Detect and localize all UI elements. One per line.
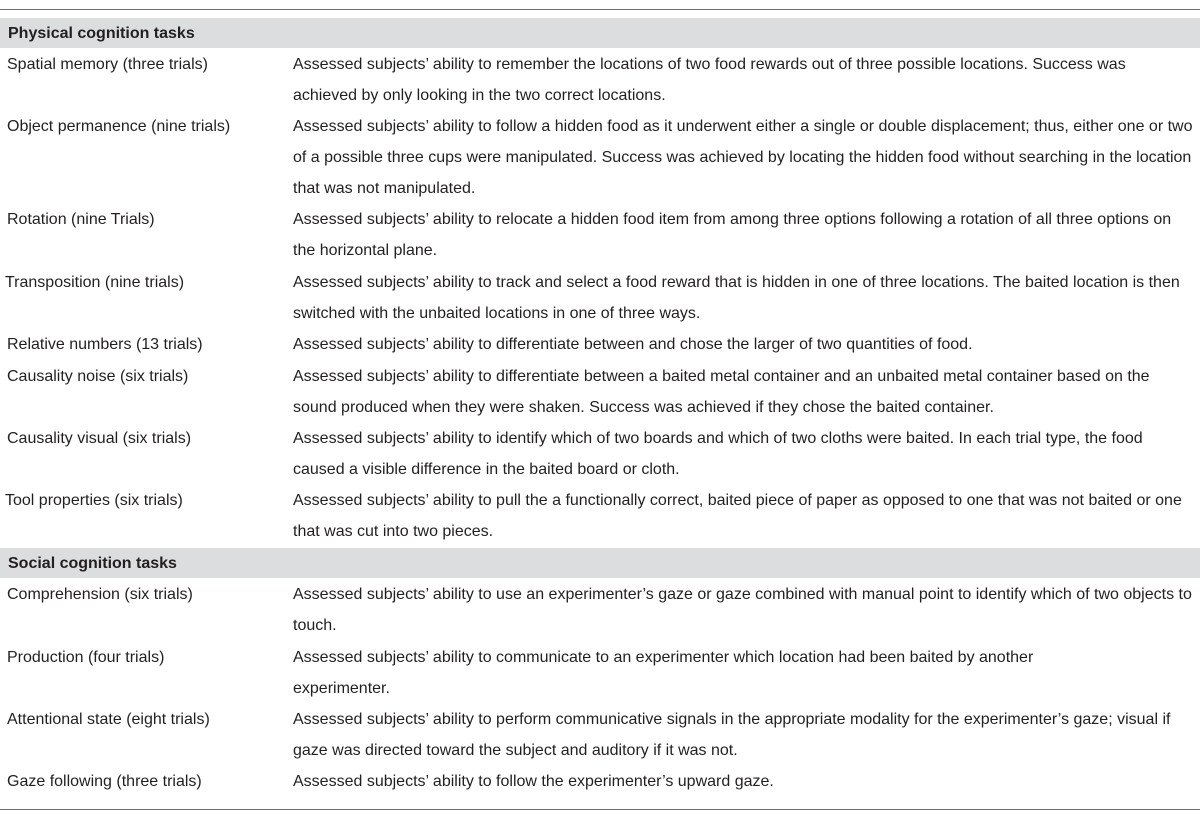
section-header-physical bbox=[0, 18, 1200, 48]
task-description: Assessed subjects’ ability to track and select a food reward that is hidden in one of three locations. The baited location is then switched with the unbaited locations in one of three ways. bbox=[293, 274, 1180, 322]
task-name: Causality visual (six trials) bbox=[7, 430, 192, 447]
section-title: Social cognition tasks bbox=[8, 555, 177, 572]
task-description: Assessed subjects’ ability to differentiate between a baited metal container and an unbaited metal container based on the sound produced when they were shaken. Success was achieved if they chose the baited container. bbox=[293, 368, 1150, 416]
table-bottom-rule bbox=[0, 809, 1200, 810]
task-description: Assessed subjects’ ability to follow the experimenter’s upward gaze. bbox=[293, 773, 774, 790]
task-name: Rotation (nine Trials) bbox=[7, 211, 155, 228]
task-name: Spatial memory (three trials) bbox=[7, 56, 208, 73]
task-name: Gaze following (three trials) bbox=[7, 773, 202, 790]
section-title: Physical cognition tasks bbox=[8, 25, 195, 42]
task-description: Assessed subjects’ ability to communicate to an experimenter which location had been baited by another experimenter. bbox=[293, 649, 1034, 697]
task-description: Assessed subjects’ ability to identify which of two boards and which of two cloths were baited. In each trial type, the food caused a visible difference in the baited board or cloth. bbox=[293, 430, 1143, 478]
table-top-rule bbox=[0, 9, 1200, 10]
task-name: Causality noise (six trials) bbox=[7, 368, 189, 385]
section-header-social bbox=[0, 548, 1200, 578]
task-name: Object permanence (nine trials) bbox=[7, 118, 231, 135]
task-name: Production (four trials) bbox=[7, 649, 165, 666]
task-name: Comprehension (six trials) bbox=[7, 586, 193, 603]
task-description: Assessed subjects’ ability to pull the a functionally correct, baited piece of paper as opposed to one that was not baited or one that was cut into two pieces. bbox=[293, 492, 1182, 540]
task-name: Tool properties (six trials) bbox=[5, 492, 183, 509]
task-description: Assessed subjects’ ability to perform communicative signals in the appropriate modality for the experimenter’s gaze; visual if gaze was directed toward the subject and auditory if it was not. bbox=[293, 711, 1171, 759]
task-name: Transposition (nine trials) bbox=[5, 274, 185, 291]
task-name: Relative numbers (13 trials) bbox=[7, 336, 203, 353]
task-description: Assessed subjects’ ability to remember the locations of two food rewards out of three possible locations. Success was achieved by only looking in the two correct locations. bbox=[293, 56, 1126, 104]
task-description: Assessed subjects’ ability to relocate a hidden food item from among three options following a rotation of all three options on the horizontal plane. bbox=[293, 211, 1172, 259]
task-description: Assessed subjects’ ability to use an experimenter’s gaze or gaze combined with manual point to identify which of two objects to touch. bbox=[293, 586, 1192, 634]
task-description: Assessed subjects’ ability to follow a hidden food as it underwent either a single or double displacement; thus, either one or two of a possible three cups were manipulated. Success was achieved by locating the hidden food without searching in the location that was not manipulated. bbox=[293, 118, 1193, 197]
task-name: Attentional state (eight trials) bbox=[7, 711, 210, 728]
task-description: Assessed subjects’ ability to differentiate between and chose the larger of two quantities of food. bbox=[293, 336, 973, 353]
